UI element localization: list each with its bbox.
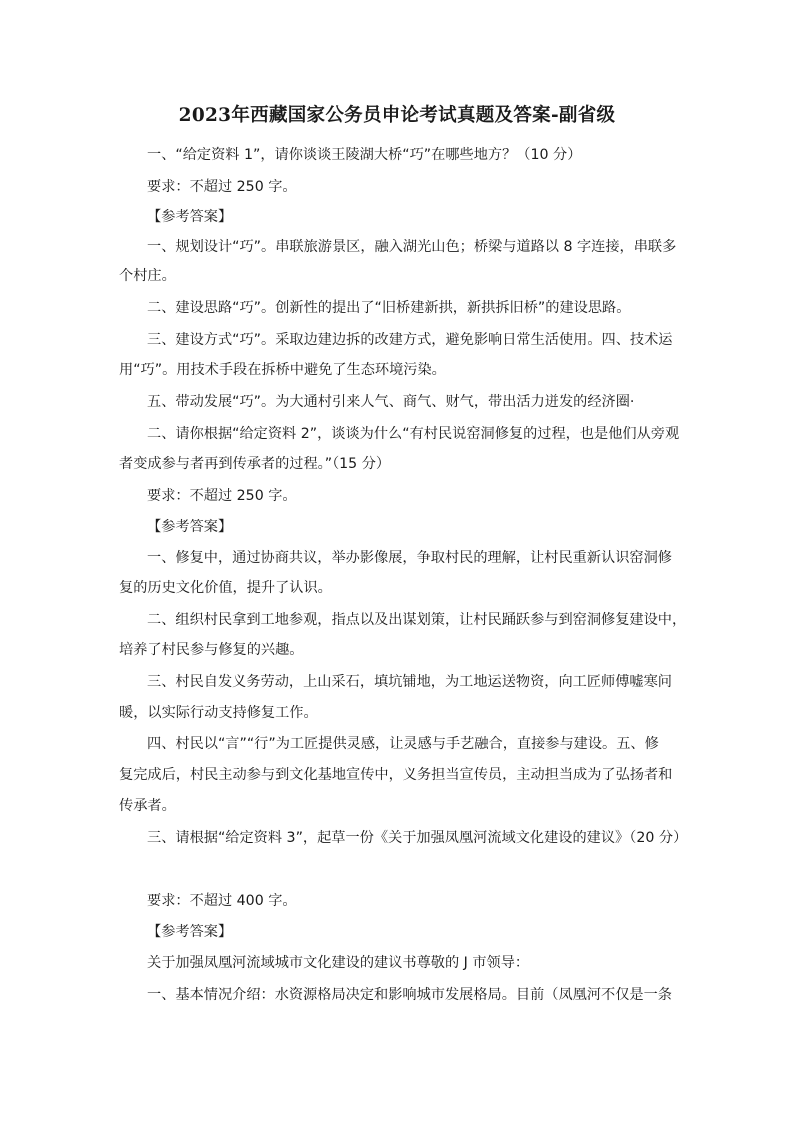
answer-heading-2: 【参考答案】: [147, 519, 233, 535]
requirement-3: 要求：不超过 400 字。: [147, 893, 297, 909]
question-2-cont: 者变成参与者再到传承者的过程。”（15 分）: [119, 456, 391, 472]
requirement-1: 要求：不超过 250 字。: [147, 179, 297, 195]
paragraph-line: 关于加强凤凰河流域城市文化建设的建议书尊敬的 J 市领导：: [147, 955, 530, 971]
paragraph-line: 一、修复中，通过协商共议，举办影像展，争取村民的理解，让村民重新认识窑洞修: [147, 550, 672, 566]
paragraph-line: 一、基本情况介绍：水资源格局决定和影响城市发展格局。目前（凤凰河不仅是一条: [147, 987, 672, 1003]
paragraph-line: 三、建设方式“巧”。采取边建边拆的改建方式，避免影响日常生活使用。四、技术运: [147, 332, 673, 348]
answer-heading-1: 【参考答案】: [147, 209, 233, 225]
answer-heading-3: 【参考答案】: [147, 924, 233, 940]
paragraph-line: 复的历史文化价值，提升了认识。: [119, 580, 332, 596]
paragraph-line: 暖，以实际行动支持修复工作。: [119, 705, 318, 721]
question-1: 一、“给定资料 1”，请你谈谈王陵湖大桥“巧”在哪些地方？（10 分）: [147, 147, 582, 163]
paragraph-line: 传承者。: [119, 798, 176, 814]
document-title: 2023年西藏国家公务员申论考试真题及答案-副省级: [178, 105, 616, 126]
paragraph-line: 五、带动发展“巧”。为大通村引来人气、商气、财气，带出活力迸发的经济圈·: [147, 394, 635, 410]
paragraph-line: 二、建设思路“巧”。创新性的提出了“旧桥建新拱，新拱拆旧桥”的建设思路。: [147, 300, 631, 316]
paragraph-line: 二、组织村民拿到工地参观，指点以及出谋划策，让村民踊跃参与到窑洞修复建设中，: [147, 612, 687, 628]
paragraph-line: 培养了村民参与修复的兴趣。: [119, 642, 304, 658]
question-2: 二、请你根据“给定资料 2”，谈谈为什么“有村民说窑洞修复的过程，也是他们从旁观: [147, 426, 680, 442]
paragraph-line: 三、村民自发义务劳动，上山采石，填坑铺地，为工地运送物资，向工匠师傅嘘寒问: [147, 674, 672, 690]
paragraph-line: 一、规划设计“巧”。串联旅游景区，融入湖光山色；桥梁与道路以 8 字连接，串联多: [147, 239, 677, 255]
paragraph-line: 四、村民以“言”“行”为工匠提供灵感，让灵感与手艺融合，直接参与建设。五、修: [147, 736, 659, 752]
question-3: 三、请根据“给定资料 3”，起草一份《关于加强凤凰河流域文化建设的建议》（20 分）: [147, 830, 688, 846]
paragraph-line: 复完成后，村民主动参与到文化基地宣传中，义务担当宣传员，主动担当成为了弘扬者和: [119, 767, 673, 783]
paragraph-line: 用“巧”。用技术手段在拆桥中避免了生态环境污染。: [119, 362, 446, 378]
requirement-2: 要求：不超过 250 字。: [147, 488, 297, 504]
paragraph-line: 个村庄。: [119, 268, 176, 284]
